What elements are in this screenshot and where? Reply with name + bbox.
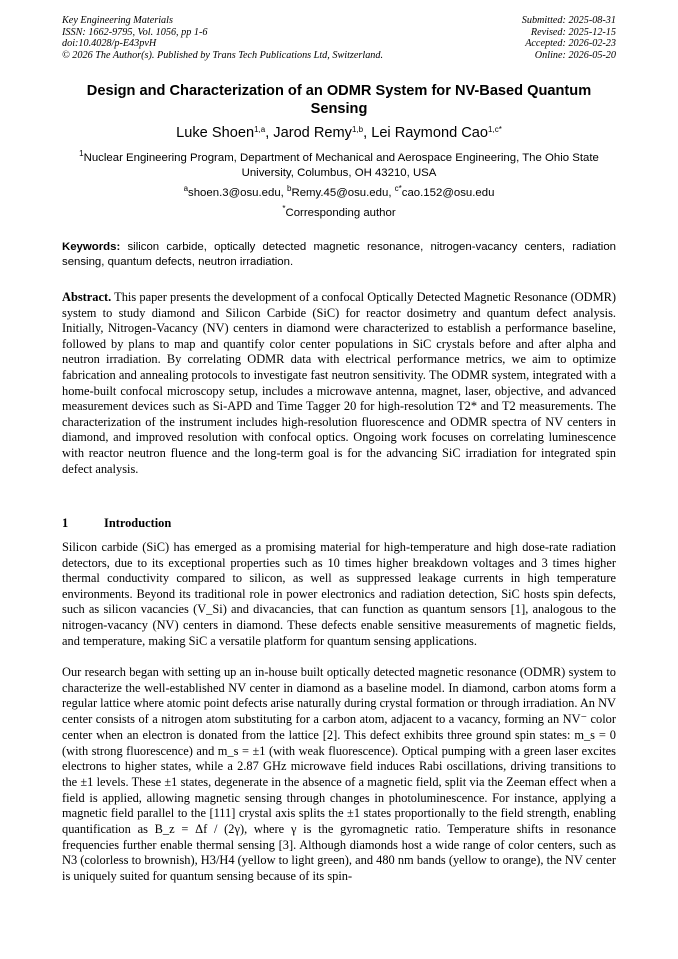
email-mark: b	[287, 184, 292, 193]
online-date: Online: 2026-05-20	[534, 49, 616, 61]
author-affiliation-mark: 1,b	[351, 125, 364, 134]
affiliation-mark: 1	[79, 149, 84, 158]
author-list: Luke Shoen$^{1,a}$, Jarod Remy$^{1,b}$, Lei Raymond Cao$^{1,c*}$	[176, 125, 502, 141]
author-affiliation-mark: 1,a	[254, 125, 266, 134]
author-name: Luke Shoen	[176, 125, 255, 141]
email-address[interactable]: cao.152@osu.edu	[401, 187, 495, 199]
issn-line: ISSN: 1662-9795, Vol. 1056, pp 1-6	[62, 26, 208, 38]
email-address[interactable]: Remy.45@osu.edu	[291, 187, 389, 199]
corresponding-mark: *	[282, 204, 286, 213]
revised-date: Revised: 2025-12-15	[530, 26, 616, 38]
section-number: 1	[62, 516, 69, 530]
paragraph-text: Silicon carbide (SiC) has emerged as a promising material for high-temperature and high dose-rate radiation detectors, due to its exceptional properties such as 10 times higher breakdown voltages and 3 times higher thermal conductivity compared to silicon, as well as suppressed leakage currents in high temperature environments. Beyond its traditional role in power electronics and radiation detection, SiC hosts spin defects, such as silicon vacancies (V_Si) and divacancies, that can function as quantum sensors [1], analogous to the nitrogen-vacancy (NV) centers in diamond. These defects enable sensitive measurements of magnetic fields, and temperature, making SiC a versatile platform for quantum sensing applications.	[62, 540, 616, 648]
doi-line[interactable]: doi:10.4028/p-E43pvH	[62, 38, 157, 50]
author-affiliation-mark: 1,c*	[488, 125, 502, 134]
paper-title: Design and Characterization of an ODMR System for NV-Based Quantum Sensing	[86, 83, 592, 117]
corresponding-author-note	[62, 206, 616, 220]
affiliation-text: Nuclear Engineering Program, Department of Mechanical and Aerospace Engineering, The Ohio State University, Columbus, OH 43210, USA	[83, 152, 599, 179]
copyright-line: © 2026 The Author(s). Published by Trans Tech Publications Ltd, Switzerland.	[62, 49, 384, 61]
submitted-date: Submitted: 2025-08-31	[521, 15, 616, 26]
author-name: Lei Raymond Cao	[371, 125, 489, 141]
body-paragraph	[62, 540, 616, 649]
author-name: Jarod Remy	[273, 125, 352, 141]
accepted-date: Accepted: 2026-02-23	[525, 38, 616, 50]
paragraph-text: Our research began with setting up an in-house built optically detected magnetic resonance (ODMR) system to characterize the well-established NV center in diamond as a baseline model. In diamond, carbon atoms form a regular lattice where atomic point defects arise naturally during crystal formation or through irradiation. An NV center consists of a nitrogen atom substituting for a carbon atom, adjacent to a vacancy, forming an NV⁻ color center when an electron is donated from the lattice [2]. This defect exhibits three ground spin states: m_s = 0 (with strong fluorescence) and m_s = ±1 (with weak fluorescence). Optical pumping with a green laser excites electrons to higher states, while a 2.87 GHz microwave field induces Rabi oscillations, driving transitions to the ±1 levels. These ±1 states, degenerate in the absence of a magnetic field, split via the Zeeman effect when a field is applied, allowing magnetic sensing through changes in photoluminescence. For instance, applying a magnetic field parallel to the [111] crystal axis splits the ±1 states proportionally to the field strength, enabling quantification as B_z = Δf / (2γ), where γ is the gyromagnetic ratio. Temperature shifts in resonance frequencies further enable thermal sensing [3]. Although diamonds host a wide range of color centers, such as N3 (colorless to brownish), H3/H4 (yellow to light green), and 480 nm bands (yellow to orange), the NV center is uniquely suited for quantum sensing because of its spin-	[62, 665, 616, 884]
abstract-block	[62, 290, 616, 477]
section-heading	[62, 516, 171, 531]
journal-name: Key Engineering Materials	[62, 15, 173, 26]
keywords-block	[62, 240, 616, 270]
keywords-text: silicon carbide, optically detected magnetic resonance, nitrogen-vacancy centers, radiation sensing, quantum defects, neutron irradiation.	[62, 241, 616, 268]
keywords-label: Keywords:	[62, 241, 121, 253]
corresponding-text: Corresponding author	[285, 207, 396, 219]
journal-info	[62, 15, 383, 61]
section-title: Introduction	[104, 516, 172, 530]
email-mark: c*	[394, 184, 402, 193]
affiliation	[62, 151, 616, 180]
abstract-label: Abstract.	[62, 290, 112, 304]
body-paragraph	[62, 665, 616, 885]
email-address[interactable]: shoen.3@osu.edu	[188, 187, 281, 199]
email-list: $^a$shoen.3@osu.edu, $^b$Remy.45@osu.edu, $^{c*}$cao.152@osu.edu	[183, 184, 495, 199]
email-mark: a	[183, 184, 189, 193]
publication-dates	[522, 15, 616, 61]
abstract-text: This paper presents the development of a confocal Optically Detected Magnetic Resonance (ODMR) system to study diamond and Silicon Carbide (SiC) for reactor dosimetry and quantum defect analysis. Initially, Nitrogen-Vacancy (NV) centers in diamond were characterized to establish a performance baseline, followed by plans to map and quantify color center populations in SiC crystals before and after alpha and neutron irradiation. By correlating ODMR data with electrical performance metrics, we aim to optimize fabrication and annealing protocols to investigate fast neutron sensitivity. The ODMR system, integrated with a home-built confocal microscopy setup, includes a microwave antenna, magnet, laser, objective, and advanced measurement devices such as Si-APD and Time Tagger 20 for high-resolution T2* and T2 measurements. The characterization of the instrument includes high-resolution fluorescence and ODMR spectra of NV centers in diamond, and improved resolution with confocal optics. Ongoing work focuses on correlating luminescence with reactor neutron fluence and the long-term goal is for the advancing SiC irradiation for integrated spin defect analysis.	[62, 290, 616, 476]
